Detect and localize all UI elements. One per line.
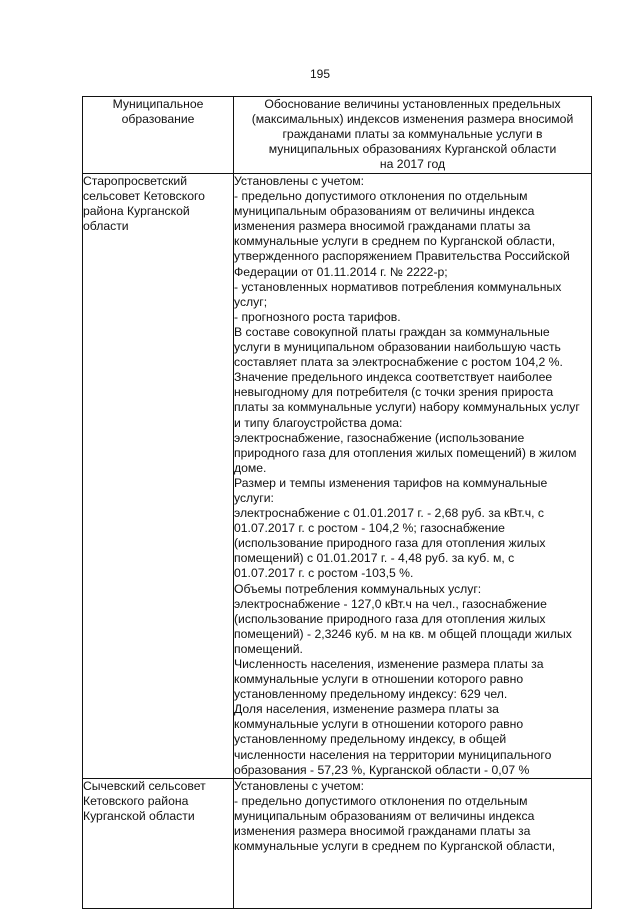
text-line: услуги: bbox=[234, 490, 274, 505]
table-row bbox=[83, 174, 592, 779]
header-line: на 2017 год bbox=[379, 157, 446, 172]
text-line: установленному предельному индексу: 629 чел. bbox=[234, 687, 508, 702]
header-line: (максимальных) индексов изменения размера вносимой bbox=[251, 112, 574, 127]
text-line: - предельно допустимого отклонения по отдельным bbox=[234, 793, 528, 808]
page-number: 195 bbox=[309, 67, 331, 81]
text-line: невыгодному для потребителя (с точки зрения прироста bbox=[234, 385, 554, 400]
text-line: услуг; bbox=[234, 294, 268, 309]
text-line: коммунальные услуги в отношении которого равно bbox=[234, 717, 524, 732]
text-line: услуги в муниципальном образовании наибольшую часть bbox=[234, 340, 561, 355]
text-line: составляет плата за электроснабжение с ростом 104,2 %. bbox=[234, 355, 563, 370]
text-line: Доля населения, изменение размера платы за bbox=[234, 702, 499, 717]
text-line: Значение предельного индекса соответствует наиболее bbox=[234, 370, 553, 385]
table-header-row bbox=[83, 97, 592, 174]
text-line: помещений) - 2,3246 куб. м на кв. м общей площади жилых bbox=[234, 626, 572, 641]
name-line: Сычевский сельсовет bbox=[83, 778, 206, 793]
name-line: района Курганской bbox=[83, 204, 190, 219]
justification-text bbox=[234, 174, 592, 779]
text-line: Установлены с учетом: bbox=[234, 174, 364, 188]
text-line: численности населения на территории муниципального bbox=[234, 747, 552, 762]
text-line: Размер и темпы изменения тарифов на коммунальные bbox=[234, 475, 548, 490]
text-line: - установленных нормативов потребления коммунальных bbox=[234, 279, 562, 294]
text-line: Объемы потребления коммунальных услуг: bbox=[234, 581, 482, 596]
text-line: утвержденного распоряжением Правительства Российской bbox=[234, 249, 570, 264]
text-line: коммунальные услуги в среднем по Курганской области, bbox=[234, 234, 556, 249]
name-line: Старопросветский bbox=[83, 174, 188, 188]
text-line: коммунальные услуги в отношении которого равно bbox=[234, 672, 524, 687]
text-line: электроснабжение - 127,0 кВт.ч на чел., газоснабжение bbox=[234, 596, 547, 611]
text-line: муниципальным образованиям от величины индекса bbox=[234, 808, 535, 823]
name-line: Курганской области bbox=[83, 808, 195, 823]
text-line: - предельно допустимого отклонения по отдельным bbox=[234, 189, 528, 204]
name-line: области bbox=[83, 219, 129, 234]
header-line: гражданами платы за коммунальные услуги в bbox=[282, 127, 543, 142]
text-line: (использование природного газа для отопления жилых bbox=[234, 536, 546, 551]
document-table bbox=[82, 96, 592, 909]
text-line: Установлены с учетом: bbox=[234, 778, 364, 793]
text-line: изменения размера вносимой гражданами платы за bbox=[234, 824, 531, 839]
municipality-name bbox=[83, 778, 234, 908]
header-justification bbox=[234, 97, 592, 174]
header-line: образование bbox=[121, 112, 195, 127]
text-line: платы за коммунальные услуги) набору коммунальных услуг bbox=[234, 400, 580, 415]
table-row bbox=[83, 778, 592, 908]
header-line: муниципальных образованиях Курганской области bbox=[268, 142, 557, 157]
text-line: доме. bbox=[234, 460, 267, 475]
text-line: помещений. bbox=[234, 641, 303, 656]
text-line: изменения размера вносимой гражданами платы за bbox=[234, 219, 531, 234]
text-line: 01.07.2017 г. с ростом - 104,2 %; газоснабжение bbox=[234, 521, 505, 536]
text-line: электроснабжение, газоснабжение (использование bbox=[234, 430, 525, 445]
header-line: Обоснование величины установленных предельных bbox=[264, 97, 561, 111]
header-municipality bbox=[83, 97, 234, 174]
text-line: и типу благоустройства дома: bbox=[234, 415, 403, 430]
text-line: помещений) с 01.01.2017 г. - 4,48 руб. за куб. м, с bbox=[234, 551, 515, 566]
text-line: Федерации от 01.11.2014 г. № 2222-р; bbox=[234, 264, 448, 279]
text-line: - прогнозного роста тарифов. bbox=[234, 309, 401, 324]
text-line: установленному предельному индексу, в общей bbox=[234, 732, 507, 747]
text-line: муниципальным образованиям от величины индекса bbox=[234, 204, 535, 219]
text-line: образования - 57,23 %, Курганской области - 0,07 % bbox=[234, 762, 530, 777]
name-line: Кетовского района bbox=[83, 793, 189, 808]
municipality-name bbox=[83, 174, 234, 779]
text-line: (использование природного газа для отопления жилых bbox=[234, 611, 546, 626]
text-line: Численность населения, изменение размера платы за bbox=[234, 657, 544, 671]
text-line: природного газа для отопления жилых помещений) в жилом bbox=[234, 445, 577, 460]
header-line: Муниципальное bbox=[112, 97, 204, 111]
text-line: электроснабжение с 01.01.2017 г. - 2,68 руб. за кВт.ч, с bbox=[234, 506, 544, 521]
text-line: 01.07.2017 г. с ростом -103,5 %. bbox=[234, 566, 414, 581]
name-line: сельсовет Кетовского bbox=[83, 189, 205, 204]
justification-text bbox=[234, 778, 592, 908]
text-line: В составе совокупной платы граждан за коммунальные bbox=[234, 324, 550, 339]
text-line: коммунальные услуги в среднем по Курганской области, bbox=[234, 839, 556, 854]
